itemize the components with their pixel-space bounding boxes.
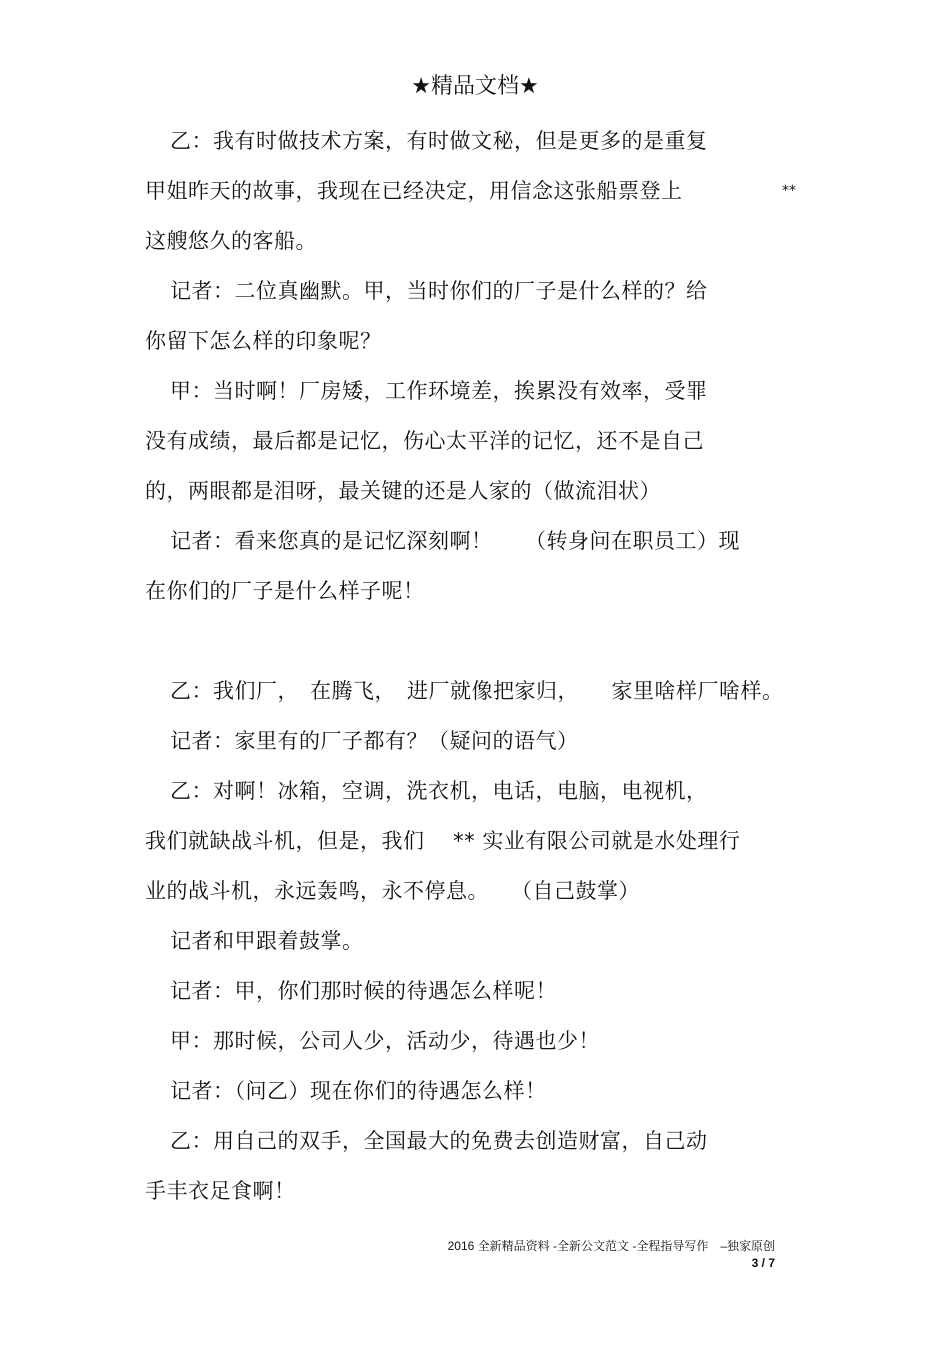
text-line-3: 这艘悠久的客船。 <box>145 229 317 253</box>
text-line-8: 的，两眼都是泪呀，最关键的还是人家的（做流泪状） <box>145 479 661 503</box>
text-line-17: 记者：甲，你们那时候的待遇怎么样呢！ <box>170 979 557 1003</box>
text-line-5: 你留下怎么样的印象呢？ <box>145 329 382 353</box>
text-line-1: 乙：我有时做技术方案，有时做文秘，但是更多的是重复 <box>170 129 708 153</box>
text-line-7: 没有成绩，最后都是记忆，伤心太平洋的记忆，还不是自己 <box>145 429 704 453</box>
text-line-18: 甲：那时候，公司人少，活动少，待遇也少！ <box>170 1029 600 1053</box>
text-line-16: 记者和甲跟着鼓掌。 <box>170 929 364 953</box>
text-line-21: 手丰衣足食啊！ <box>145 1179 296 1203</box>
text-line-14: 我们就缺战斗机，但是，我们 ** 实业有限公司就是水处理行 <box>145 829 741 853</box>
text-line-13: 乙：对啊！冰箱，空调，洗衣机，电话，电脑，电视机， <box>170 779 708 803</box>
text-line-10: 在你们的厂子是什么样子呢！ <box>145 579 425 603</box>
text-line-15: 业的战斗机，永远轰鸣，永不停息。 （自己鼓掌） <box>145 879 640 903</box>
footer-note: 2016 全新精品资料 -全新公文范文 -全程指导写作 –独家原创 <box>447 1239 775 1253</box>
text-line-19: 记者：（问乙）现在你们的待遇怎么样！ <box>170 1079 547 1103</box>
page-number: 3 / 7 <box>751 1256 775 1270</box>
redaction-marker: ** <box>782 183 796 199</box>
text-line-11: 乙：我们厂， 在腾飞， 进厂就像把家归， 家里啥样厂啥样。 <box>170 679 784 703</box>
text-line-2: 甲姐昨天的故事，我现在已经决定，用信念这张船票登上 <box>145 179 683 203</box>
text-line-20: 乙：用自己的双手，全国最大的免费去创造财富，自己动 <box>170 1129 708 1153</box>
text-line-6: 甲：当时啊！厂房矮，工作环境差，挨累没有效率，受罪 <box>170 379 708 403</box>
text-line-9: 记者：看来您真的是记忆深刻啊！ （转身问在职员工）现 <box>170 529 740 553</box>
text-line-12: 记者：家里有的厂子都有？（疑问的语气） <box>170 729 579 753</box>
text-line-4: 记者：二位真幽默。甲，当时你们的厂子是什么样的？给 <box>170 279 708 303</box>
page-header-title: ★精品文档★ <box>411 74 539 99</box>
